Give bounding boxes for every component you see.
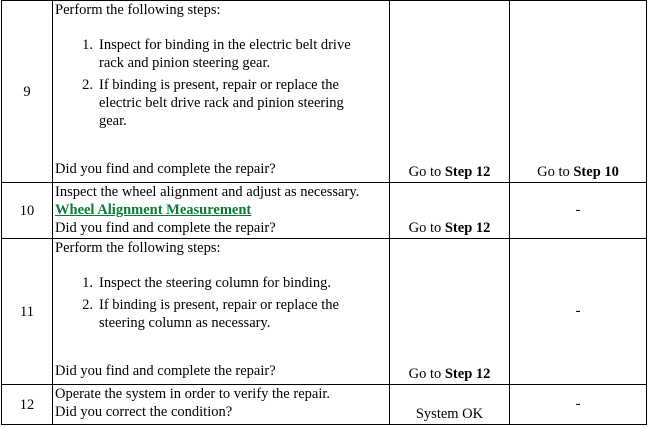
action-cell [53, 239, 390, 385]
action-intro: Perform the following steps: [55, 2, 221, 18]
action-cell [53, 385, 390, 425]
yes-result [390, 239, 510, 385]
no-result: - [510, 183, 647, 239]
list-item-text: If binding is present, repair or replace the electric belt drive rack and pinion steering gear. [99, 77, 344, 129]
list-item-number: 2. [82, 297, 93, 313]
yes-result: System OK [390, 385, 510, 425]
table-row-step-12 [2, 385, 647, 425]
action-cell [53, 183, 390, 239]
action-cell [53, 1, 390, 183]
action-steps-list [55, 36, 387, 130]
yes-prefix: Go to [408, 220, 445, 236]
yes-step-link[interactable]: Step 12 [444, 164, 491, 180]
list-item [55, 296, 387, 332]
list-item-number: 1. [82, 275, 93, 291]
diagnostic-steps-table [1, 0, 647, 425]
list-item [55, 274, 387, 292]
step-number: 9 [2, 1, 53, 183]
action-question: Did you find and complete the repair? [55, 363, 276, 379]
no-step-link[interactable]: Step 10 [573, 164, 619, 180]
list-item-text: If binding is present, repair or replace the steering column as necessary. [99, 297, 339, 331]
list-item [55, 76, 387, 130]
no-result: - [510, 385, 647, 425]
action-intro: Perform the following steps: [55, 240, 221, 256]
list-item-number: 2. [82, 77, 93, 93]
action-intro: Operate the system in order to verify the repair. [55, 386, 330, 402]
step-number: 11 [2, 239, 53, 385]
no-result [510, 1, 647, 183]
action-question: Did you find and complete the repair? [55, 220, 276, 236]
step-number: 10 [2, 183, 53, 239]
action-question: Did you find and complete the repair? [55, 161, 276, 177]
yes-result [390, 1, 510, 183]
yes-prefix: Go to [408, 164, 445, 180]
step-number: 12 [2, 385, 53, 425]
action-intro: Inspect the wheel alignment and adjust as necessary. [55, 184, 360, 200]
yes-step-link[interactable]: Step 12 [444, 220, 491, 236]
list-item [55, 36, 387, 72]
action-steps-list [55, 274, 387, 332]
list-item-text: Inspect for binding in the electric belt drive rack and pinion steering gear. [99, 37, 351, 71]
no-prefix: Go to [537, 164, 574, 180]
list-item-text: Inspect the steering column for binding. [99, 275, 331, 291]
table-row-step-10 [2, 183, 647, 239]
action-question: Did you correct the condition? [55, 404, 233, 420]
list-item-number: 1. [82, 37, 93, 53]
table-row-step-9 [2, 1, 647, 183]
no-result: - [510, 239, 647, 385]
yes-step-link[interactable]: Step 12 [444, 366, 491, 382]
table-row-step-11 [2, 239, 647, 385]
yes-result [390, 183, 510, 239]
yes-prefix: Go to [408, 366, 445, 382]
wheel-alignment-link[interactable]: Wheel Alignment Measurement [55, 202, 252, 218]
